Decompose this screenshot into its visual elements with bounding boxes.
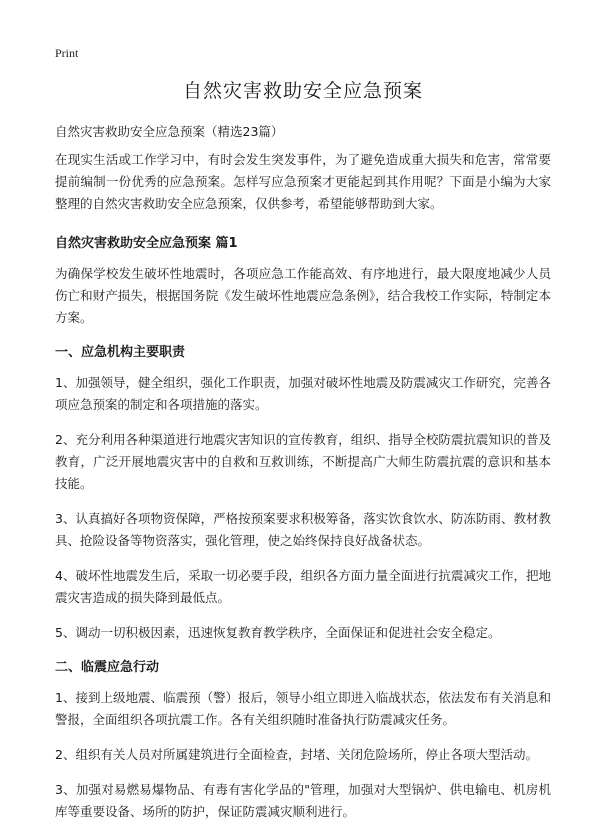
list-item: 1、接到上级地震、临震预（警）报后，领导小组立即进入临战状态，依法发布有关消息和警报，全面组织各项抗震工作。各有关组织随时准备执行防震减灾任务。 <box>55 690 551 727</box>
list-item: 3、加强对易燃易爆物品、有毒有害化学品的"管理，加强对大型锅炉、供电输电、机房机库等重要设备、场所的防护，保证防震减灾顺利进行。 <box>55 782 551 819</box>
list-item: 3、认真搞好各项物资保障，严格按预案要求积极筹备，落实饮食饮水、防冻防雨、教材教具、抢险设备等物资落实，强化管理，使之始终保持良好战备状态。 <box>55 511 551 548</box>
article-intro-paragraph: 为确保学校发生破坏性地震时，各项应急工作能高效、有序地进行，最大限度地减少人员伤亡和财产损失，根据国务院《发生破坏性地震应急条例》，结合我校工作实际，特制定本方案。 <box>55 266 551 325</box>
intro-paragraph: 在现实生活或工作学习中，有时会发生突发事件，为了避免造成重大损失和危害，常常要提前编制一份优秀的应急预案。怎样写应急预案才更能起到其作用呢？下面是小编为大家整理的自然灾害救助安全应急预案，仅供参考，希望能够帮助到大家。 <box>55 152 551 211</box>
document-subtitle: 自然灾害救助安全应急预案（精选23篇） <box>55 124 284 139</box>
list-item: 2、组织有关人员对所属建筑进行全面检查，封堵、关闭危险场所，停止各项大型活动。 <box>55 747 538 762</box>
list-item: 2、充分利用各种渠道进行地震灾害知识的宣传教育，组织、指导全校防震抗震知识的普及教育，广泛开展地震灾害中的自救和互救训练，不断提高广大师生防震抗震的意识和基本技能。 <box>55 432 551 491</box>
list-item: 5、调动一切积极因素，迅速恢复教育教学秩序，全面保证和促进社会安全稳定。 <box>55 625 501 640</box>
section-heading-responsibilities: 一、应急机构主要职责 <box>55 345 186 360</box>
list-item: 4、破坏性地震发生后，采取一切必要手段，组织各方面力量全面进行抗震减灾工作，把地震灾害造成的损失降到最低点。 <box>55 568 551 605</box>
page-title: 自然灾害救助安全应急预案 <box>182 80 423 102</box>
print-label: Print <box>55 46 79 60</box>
document-page <box>55 76 551 836</box>
list-item: 1、加强领导，健全组织，强化工作职责，加强对破坏性地震及防震减灾工作研究，完善各项应急预案的制定和各项措施的落实。 <box>55 375 551 412</box>
article-heading: 自然灾害救助安全应急预案 篇1 <box>55 236 238 251</box>
section-heading-emergency-actions: 二、临震应急行动 <box>55 660 160 675</box>
